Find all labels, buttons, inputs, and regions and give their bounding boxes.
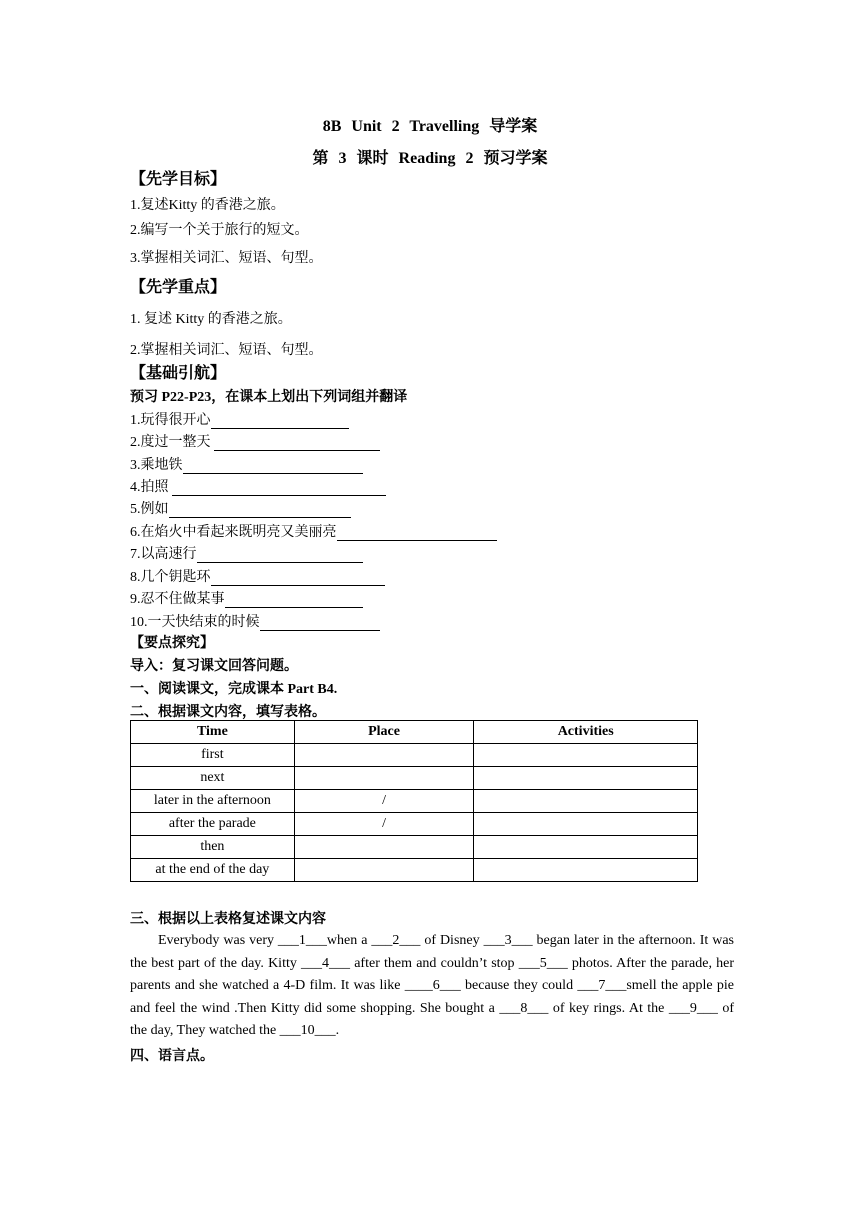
goal-item: 2.编写一个关于旅行的短文。: [130, 223, 309, 238]
time-cell: then: [131, 836, 295, 859]
answer-blank[interactable]: [169, 503, 351, 518]
phrase-item: 5.例如: [130, 498, 351, 518]
answer-blank[interactable]: [214, 436, 380, 451]
answer-blank[interactable]: [211, 571, 385, 586]
table-row: [131, 859, 698, 882]
table-header-row: [131, 721, 698, 744]
task-two: 二、根据课文内容，填写表格。: [130, 705, 326, 720]
header-time: Time: [131, 721, 295, 744]
phrase-item: 9.忍不住做某事: [130, 588, 363, 608]
phrase-item: 10.一天快结束的时候: [130, 611, 380, 631]
basics-heading: 【基础引航】: [130, 365, 227, 382]
answer-blank[interactable]: [172, 481, 386, 496]
key-point-item: 1. 复述 Kitty 的香港之旅。: [130, 312, 292, 327]
answer-blank[interactable]: [225, 593, 363, 608]
time-cell: later in the afternoon: [131, 790, 295, 813]
place-cell[interactable]: [294, 836, 474, 859]
phrase-item: 4.拍照: [130, 476, 386, 496]
phrase-item: 2.度过一整天: [130, 431, 380, 451]
language-heading: 四、语言点。: [130, 1049, 214, 1064]
table-row: [131, 836, 698, 859]
goals-heading: 【先学目标】: [130, 171, 227, 188]
activities-cell[interactable]: [474, 836, 698, 859]
page-title: 8B Unit 2 Travelling 导学案: [322, 118, 538, 135]
explore-intro: 导入：复习课文回答问题。: [130, 659, 298, 674]
time-cell: next: [131, 767, 295, 790]
phrase-item: 3.乘地铁: [130, 454, 363, 474]
answer-blank[interactable]: [337, 526, 497, 541]
phrase-item: 1.玩得很开心: [130, 409, 349, 429]
activities-cell[interactable]: [474, 744, 698, 767]
answer-blank[interactable]: [197, 548, 363, 563]
phrase-item: 7.以高速行: [130, 543, 363, 563]
place-cell: /: [294, 790, 474, 813]
retell-text: Everybody was very ___1___when a ___2___ of Disney ___3___ began later in the afternoon. It was the best part of the day. Kitty ___4___ after them and couldn’t stop ___5___ photos. After the parade, her parents and she watched a 4-D film. It was like ____6___ because they could ___7___smell the apple pie and feel the wind .Then Kitty did some shopping. She bought a ___8___ of key rings. At the ___9___ of the day, They watched the ___10___.: [130, 933, 734, 1039]
task-one: 一、阅读课文，完成课本 Part B4.: [130, 682, 338, 697]
place-cell[interactable]: [294, 767, 474, 790]
place-cell[interactable]: [294, 859, 474, 882]
table-row: [131, 813, 698, 836]
phrase-item: 6.在焰火中看起来既明亮又美丽亮: [130, 521, 497, 541]
answer-blank[interactable]: [260, 616, 380, 631]
page-subtitle: 第 3 课时 Reading 2 预习学案: [312, 150, 548, 167]
time-cell: at the end of the day: [131, 859, 295, 882]
activities-cell[interactable]: [474, 813, 698, 836]
activities-cell[interactable]: [474, 859, 698, 882]
table-row: [131, 790, 698, 813]
retell-paragraph: [130, 930, 734, 1043]
key-point-item: 2.掌握相关词汇、短语、句型。: [130, 343, 323, 358]
key-points-heading: 【先学重点】: [130, 279, 227, 296]
table-row: [131, 744, 698, 767]
answer-blank[interactable]: [183, 459, 363, 474]
activity-table: [130, 720, 698, 882]
header-place: Place: [294, 721, 474, 744]
basics-instruction: 预习 P22-P23，在课本上划出下列词组并翻译: [130, 390, 408, 405]
place-cell: /: [294, 813, 474, 836]
time-cell: after the parade: [131, 813, 295, 836]
phrase-item: 8.几个钥匙环: [130, 566, 385, 586]
explore-heading: 【要点探究】: [130, 636, 214, 651]
time-cell: first: [131, 744, 295, 767]
activities-cell[interactable]: [474, 790, 698, 813]
place-cell[interactable]: [294, 744, 474, 767]
goal-item: 1.复述Kitty 的香港之旅。: [130, 198, 285, 213]
answer-blank[interactable]: [211, 414, 349, 429]
activities-cell[interactable]: [474, 767, 698, 790]
goal-item: 3.掌握相关词汇、短语、句型。: [130, 251, 323, 266]
table-row: [131, 767, 698, 790]
header-activities: Activities: [474, 721, 698, 744]
retell-heading: 三、根据以上表格复述课文内容: [130, 912, 326, 927]
